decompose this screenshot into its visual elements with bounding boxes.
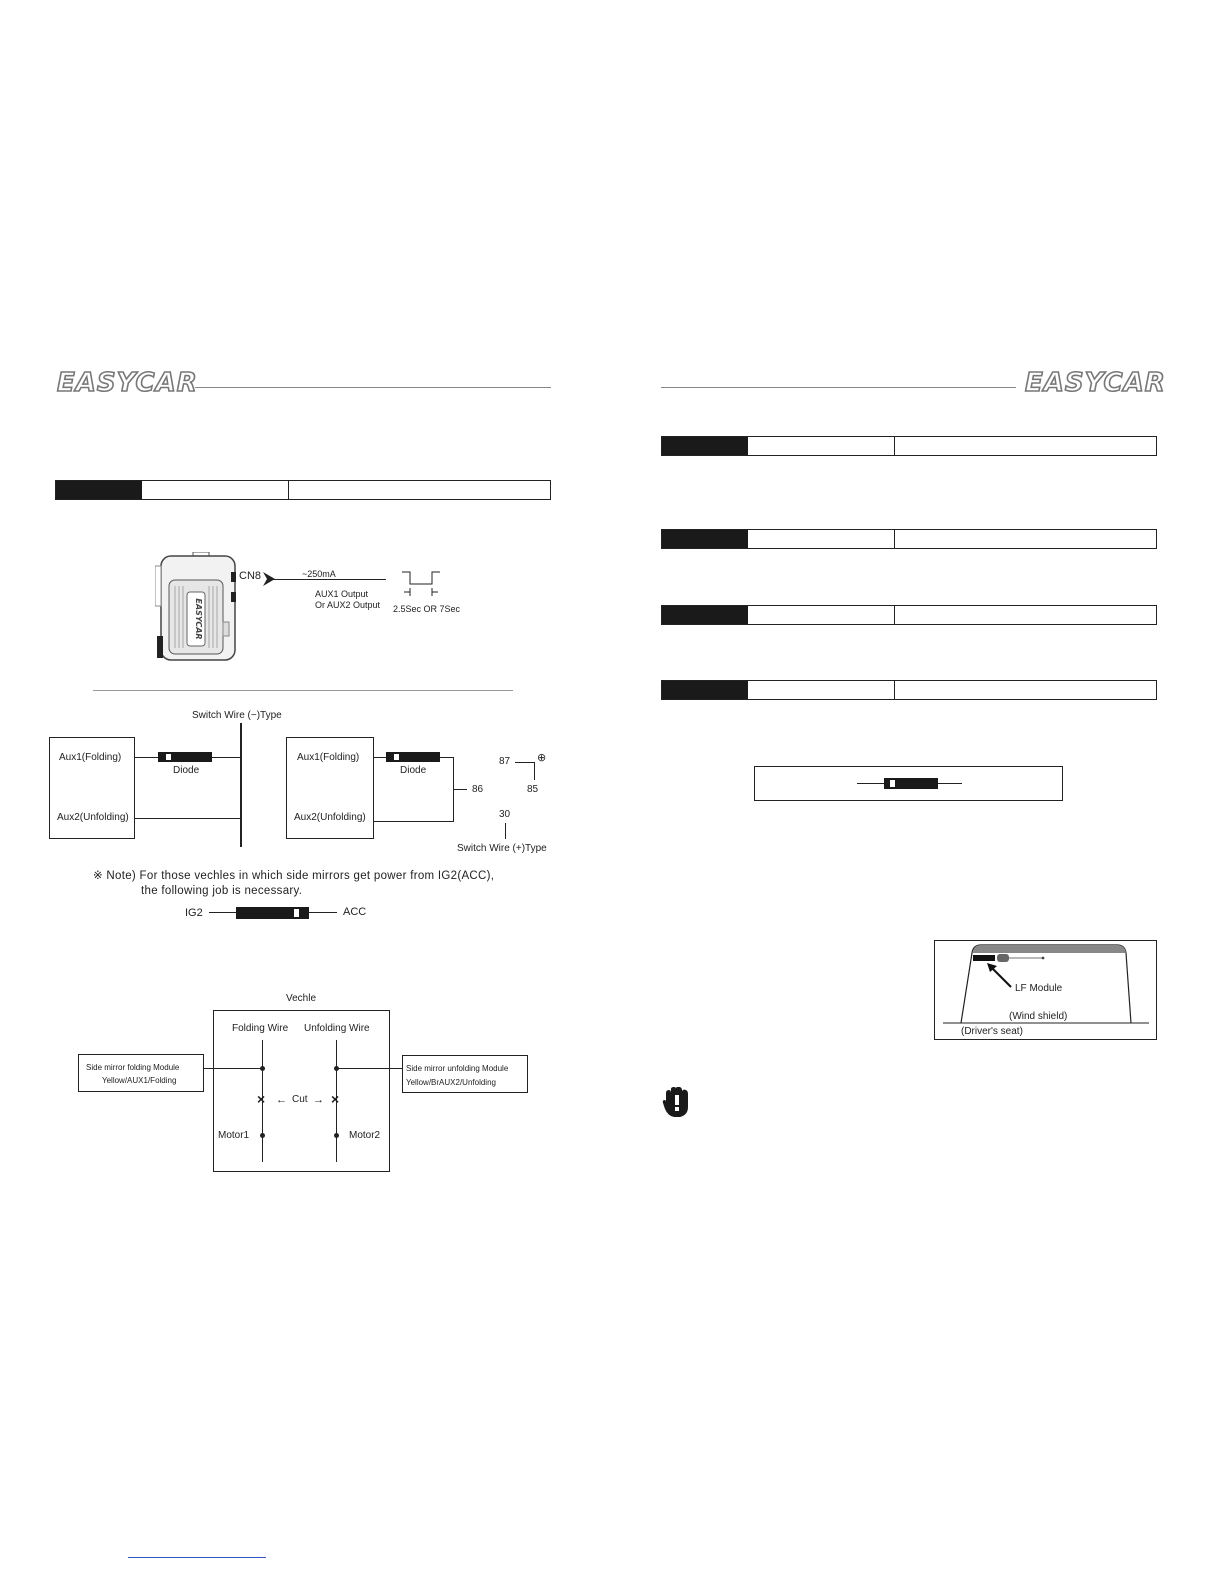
neg-switch-wire xyxy=(240,723,242,847)
diode-figure-box xyxy=(754,766,1063,801)
folding-wire-label: Folding Wire xyxy=(232,1023,289,1034)
timing-label: 2.5Sec OR 7Sec xyxy=(393,604,461,614)
unfolding-module-label: Side mirror unfolding Module xyxy=(406,1064,509,1073)
pos-aux2-label: Aux2(Unfolding) xyxy=(294,812,366,823)
pos-aux2-wire xyxy=(374,821,454,822)
neg-type-title: Switch Wire (−)Type xyxy=(192,710,282,721)
right-section-header-bar-1 xyxy=(661,436,1157,456)
windshield-figure xyxy=(934,940,1157,1040)
current-label: ~250mA xyxy=(302,569,336,579)
unfolding-module-wire: Yellow/BrAUX2/Unfolding xyxy=(406,1078,496,1087)
right-section-header-bar-2 xyxy=(661,529,1157,549)
cut-arrow-left-icon: ← xyxy=(276,1094,287,1106)
vehicle-title: Vechle xyxy=(286,993,317,1004)
ig2-diode xyxy=(236,907,309,919)
left-header-rule xyxy=(195,387,551,388)
unfolding-module-wire-line xyxy=(336,1068,402,1069)
motor2-label: Motor2 xyxy=(349,1130,381,1141)
motor2-dot xyxy=(334,1133,339,1138)
motor1-label: Motor1 xyxy=(218,1130,250,1141)
neg-aux1-label: Aux1(Folding) xyxy=(59,752,122,763)
relay-pin-87: 87 xyxy=(499,756,511,767)
cut-arrow-right-icon: → xyxy=(313,1094,324,1106)
folding-module-label: Side mirror folding Module xyxy=(86,1063,180,1072)
right-logo: EASYCAR xyxy=(1025,368,1166,398)
pos-diode-label: Diode xyxy=(400,765,427,776)
aux1-output-label: AUX1 Output xyxy=(315,589,369,599)
acc-label: ACC xyxy=(343,906,367,918)
pin30-wire xyxy=(505,823,506,839)
unfolding-cut-mark: × xyxy=(331,1091,340,1107)
pin87-wire-h xyxy=(515,762,534,763)
pin86-wire xyxy=(453,789,467,790)
right-section-header-bar-4 xyxy=(661,680,1157,700)
folding-cut-mark: × xyxy=(257,1091,266,1107)
diode-figure xyxy=(884,778,938,789)
caution-hand-icon xyxy=(662,1087,692,1124)
cn8-label: CN8 xyxy=(239,570,262,582)
plus-symbol: ⊕ xyxy=(537,752,547,764)
left-section-header-bar xyxy=(55,480,551,500)
unfolding-wire-label: Unfolding Wire xyxy=(304,1023,370,1034)
section-divider xyxy=(93,690,513,691)
folding-module-wire-line xyxy=(204,1068,262,1069)
pos-diode xyxy=(386,752,440,762)
svg-text:EASYCAR: EASYCAR xyxy=(194,598,203,640)
cut-label: Cut xyxy=(292,1094,308,1105)
folding-module-wire: Yellow/AUX1/Folding xyxy=(102,1076,177,1085)
lf-module-label: LF Module xyxy=(1015,983,1063,994)
control-unit-illustration xyxy=(155,552,237,664)
wind-shield-label: (Wind shield) xyxy=(1009,1011,1068,1022)
pos-type-title: Switch Wire (+)Type xyxy=(457,843,547,854)
left-logo: EASYCAR xyxy=(57,368,198,398)
relay-pin-85: 85 xyxy=(527,784,539,795)
right-header-rule xyxy=(661,387,1016,388)
neg-diode xyxy=(158,752,212,762)
note-line-1: ※ Note) For those vechles in which side mirrors get power from IG2(ACC), xyxy=(93,870,495,882)
neg-diode-label: Diode xyxy=(173,765,200,776)
drivers-seat-label: (Driver's seat) xyxy=(961,1026,1023,1037)
motor1-dot xyxy=(260,1133,265,1138)
footer-link-line xyxy=(128,1557,266,1558)
right-section-header-bar-3 xyxy=(661,605,1157,625)
relay-pin-30: 30 xyxy=(499,809,511,820)
neg-aux2-label: Aux2(Unfolding) xyxy=(57,812,129,823)
pos-aux1-label: Aux1(Folding) xyxy=(297,752,360,763)
cn8-arrow-icon xyxy=(262,571,276,592)
pulse-waveform xyxy=(398,570,448,605)
pin87-wire-v xyxy=(534,762,535,780)
aux2-output-label: Or AUX2 Output xyxy=(315,600,381,610)
neg-aux2-wire xyxy=(135,818,241,819)
note-line-2: the following job is necessary. xyxy=(141,885,303,897)
ig2-label: IG2 xyxy=(185,907,203,919)
relay-pin-86: 86 xyxy=(472,784,484,795)
